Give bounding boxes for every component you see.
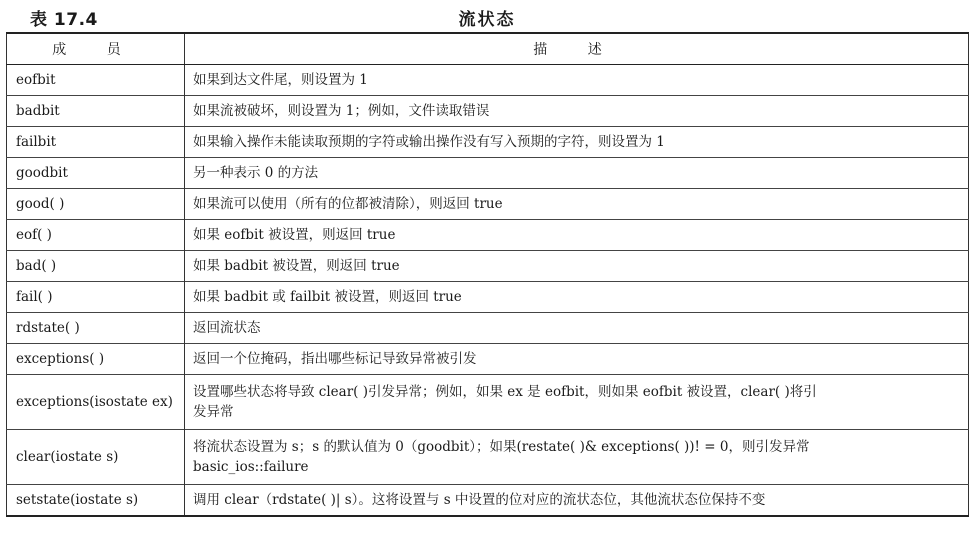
table-title: 流状态: [458, 10, 516, 30]
member-cell: exceptions(isostate ex): [7, 375, 185, 430]
member-cell: badbit: [7, 96, 185, 127]
table-row: [7, 65, 969, 96]
table-row: [7, 375, 969, 430]
description-line: 设置哪些状态将导致 clear( )引发异常；例如，如果 ex 是 eofbit，则如果 eofbit 被设置，clear( )将引: [193, 384, 817, 400]
table-row: [7, 344, 969, 375]
description-cell: 如果 badbit 或 failbit 被设置，则返回 true: [185, 282, 969, 313]
member-cell: eofbit: [7, 65, 185, 96]
member-cell: good( ): [7, 189, 185, 220]
description-line: basic_ios::failure: [193, 459, 309, 475]
description-cell: 如果流可以使用（所有的位都被清除），则返回 true: [185, 189, 969, 220]
member-cell: rdstate( ): [7, 313, 185, 344]
member-cell: bad( ): [7, 251, 185, 282]
description-cell: 如果 eofbit 被设置，则返回 true: [185, 220, 969, 251]
member-cell: goodbit: [7, 158, 185, 189]
table-row: [7, 282, 969, 313]
description-cell: 如果输入操作未能读取预期的字符或输出操作没有写入预期的字符，则设置为 1: [185, 127, 969, 158]
table-row: [7, 96, 969, 127]
header-description: 描 述: [185, 33, 969, 65]
member-cell: failbit: [7, 127, 185, 158]
description-line: 将流状态设置为 s；s 的默认值为 0（goodbit）；如果(restate( )& exceptions( ))! = 0，则引发异常: [193, 439, 810, 455]
table-header-row: [7, 33, 969, 65]
table-row: [7, 158, 969, 189]
table-number: 表 17.4: [30, 10, 98, 30]
header-member: 成 员: [7, 33, 185, 65]
table-row: [7, 189, 969, 220]
member-cell: eof( ): [7, 220, 185, 251]
table-row: [7, 313, 969, 344]
description-cell: 返回流状态: [185, 313, 969, 344]
member-cell: setstate(iostate s): [7, 485, 185, 517]
description-cell: 返回一个位掩码，指出哪些标记导致异常被引发: [185, 344, 969, 375]
description-cell: 如果流被破坏，则设置为 1；例如，文件读取错误: [185, 96, 969, 127]
stream-state-table: [6, 32, 969, 517]
description-line: 发异常: [193, 404, 234, 420]
description-cell: 另一种表示 0 的方法: [185, 158, 969, 189]
description-cell: 如果 badbit 被设置，则返回 true: [185, 251, 969, 282]
member-cell: exceptions( ): [7, 344, 185, 375]
description-cell: 调用 clear（rdstate( )| s）。这将设置与 s 中设置的位对应的流状态位，其他流状态位保持不变: [185, 485, 969, 517]
member-cell: clear(iostate s): [7, 430, 185, 485]
member-cell: fail( ): [7, 282, 185, 313]
description-cell: 如果到达文件尾，则设置为 1: [185, 65, 969, 96]
description-cell: [185, 430, 969, 485]
table-row: [7, 430, 969, 485]
table-row: [7, 251, 969, 282]
table-row: [7, 485, 969, 517]
description-cell: [185, 375, 969, 430]
table-row: [7, 127, 969, 158]
table-row: [7, 220, 969, 251]
